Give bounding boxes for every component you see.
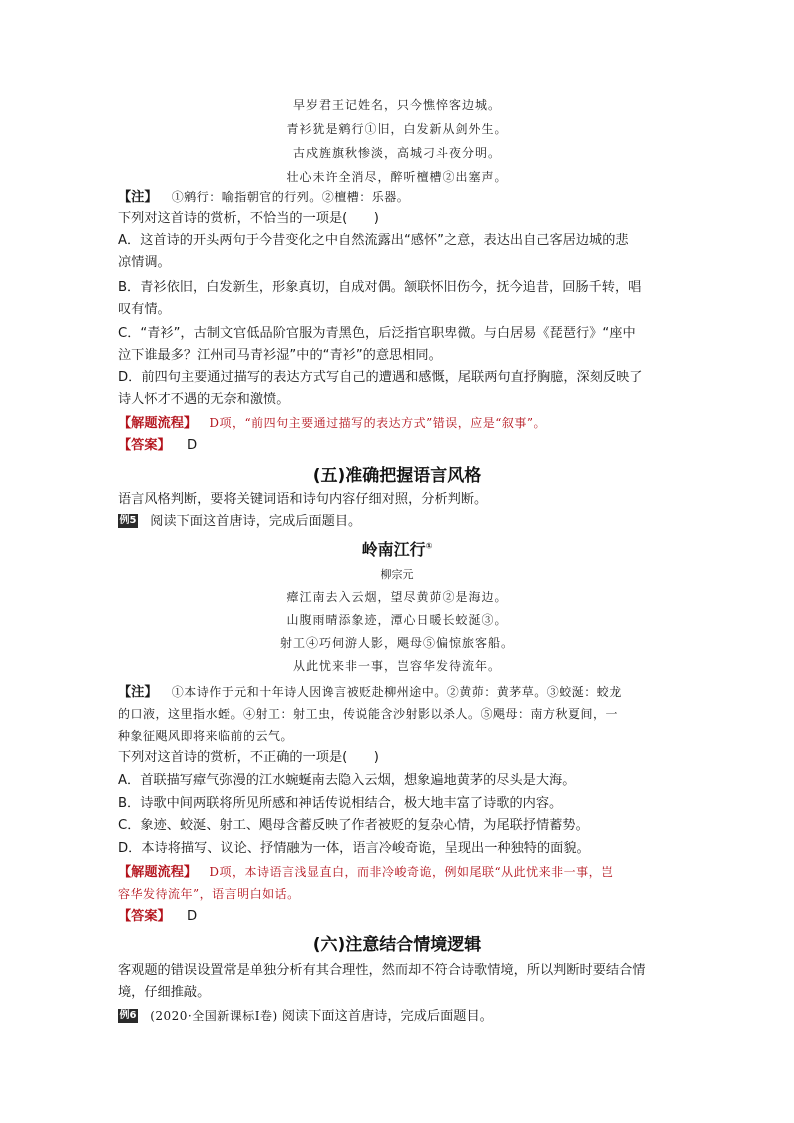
poem2-line-2: 山腹雨晴添象迹，潭心日暖长蛟涎③。 (286, 613, 508, 627)
analysis-text: D项，“前四句主要通过描写的表达方式”错误，应是“叙事”。 (209, 416, 546, 430)
poem2-title-sup: ① (425, 541, 433, 551)
q1-option-d-line2: 诗人怀才不遇的无奈和激愤。 (118, 392, 290, 407)
q1-analysis (118, 412, 678, 435)
answer-label: 【答案】 (118, 909, 171, 924)
q1-option-b-line1: B．青衫依旧，白发新生，形象真切，自成对偶。颔联怀旧伤今，抚今追昔，回肠千转，唱 (118, 280, 642, 295)
poem2-note-line3: 种象征飓风即将来临前的云气。 (118, 729, 294, 743)
note-label: 【注】 (118, 685, 158, 700)
note-text: ①鹓行：喻指朝官的行列。②檀槽：乐器。 (171, 190, 410, 204)
q1-answer (118, 435, 678, 457)
poem1-line-4: 壮心未许全消尽，醉听檀槽②出塞声。 (286, 170, 508, 184)
section5-heading: (五)准确把握语言风格 (312, 466, 482, 486)
section6-intro-line1: 客观题的错误设置常是单独分析有其合理性，然而却不符合诗歌情境，所以判断时要结合情 (118, 963, 646, 978)
example5 (118, 511, 678, 533)
q1-stem: 下列对这首诗的赏析，不恰当的一项是( ) (118, 211, 379, 226)
poem2-line-3: 射工④巧伺游人影，飓母⑤偏惊旅客船。 (279, 636, 514, 650)
q1-option-a-line2: 凉情调。 (118, 255, 171, 270)
poem2-note-line1 (118, 681, 678, 704)
section5-intro: 语言风格判断，要将关键词语和诗句内容仔细对照，分析判断。 (118, 492, 488, 507)
poem2-note-line2: 的口液，这里指水蛭。④射工：射工虫，传说能含沙射影以杀人。⑤飓母：南方秋夏间，一 (118, 707, 619, 721)
example-badge: 例5 (119, 515, 137, 526)
answer-text: D (186, 438, 198, 453)
poem2-line-4: 从此忧来非一事，岂容华发待流年。 (292, 659, 501, 673)
section6-intro-line2: 境，仔细推敲。 (118, 985, 211, 1000)
example-source: (2020·全国新课标Ⅰ卷) (150, 1009, 278, 1023)
q1-option-a-line1: A．这首诗的开头两句于今昔变化之中自然流露出“感怀”之意，表达出自己客居边城的悲 (118, 233, 629, 248)
q2-analysis-line1 (118, 861, 678, 884)
poem1-note (118, 186, 678, 209)
poem1-line-1: 早岁君王记姓名，只今憔悴客边城。 (292, 98, 501, 112)
answer-label: 【答案】 (118, 438, 171, 453)
poem2-title (0, 537, 794, 560)
poem1-line-2: 青衫犹是鹓行①旧，白发新从剑外生。 (286, 122, 508, 136)
q2-analysis-line2: 容华发待流年”，语言明白如话。 (118, 887, 300, 901)
poem1-line-3: 古戍旌旗秋惨淡，高城刁斗夜分明。 (292, 146, 501, 160)
q2-option-b: B．诗歌中间两联将所见所感和神话传说相结合，极大地丰富了诗歌的内容。 (118, 796, 563, 811)
poem2-line-1: 瘴江南去入云烟，望尽黄茆②是海边。 (286, 590, 508, 604)
q2-option-d: D．本诗将描写、议论、抒情融为一体，语言冷峻奇诡，呈现出一种独特的面貌。 (118, 841, 590, 856)
analysis-label: 【解题流程】 (118, 865, 198, 880)
q1-option-b-line2: 叹有情。 (118, 302, 171, 317)
q2-answer (118, 906, 678, 928)
note-text: ①本诗作于元和十年诗人因谗言被贬赴柳州途中。②黄茆：黄茅草。③蛟涎：蛟龙 (171, 685, 622, 699)
note-label: 【注】 (118, 190, 158, 205)
q1-option-d-line1: D．前四句主要通过描写的表达方式写自己的遭遇和感慨，尾联两句直抒胸臆，深刻反映了 (118, 370, 643, 385)
example6 (118, 1005, 678, 1028)
q2-option-a: A．首联描写瘴气弥漫的江水蜿蜒南去隐入云烟，想象遍地黄茅的尽头是大海。 (118, 773, 576, 788)
section6-heading: (六)注意结合情境逻辑 (312, 935, 482, 955)
analysis-text: D项，本诗语言浅显直白，而非冷峻奇诡，例如尾联“从此忧来非一事，岂 (209, 865, 614, 879)
answer-text: D (186, 909, 198, 924)
q1-option-c-line1: C．“青衫”，古制文官低品阶官服为青黑色，后泛指官职卑微。与白居易《琵琶行》“座中 (118, 326, 636, 341)
example-badge: 例6 (119, 1010, 137, 1021)
q1-option-c-line2: 泣下谁最多？江州司马青衫湿”中的“青衫”的意思相同。 (118, 348, 442, 363)
example-text: 阅读下面这首唐诗，完成后面题目。 (150, 514, 362, 529)
poem2-title-text: 岭南江行 (361, 540, 426, 559)
poem2-author: 柳宗元 (380, 568, 414, 581)
example-text: 阅读下面这首唐诗，完成后面题目。 (281, 1009, 493, 1024)
q2-option-c: C．象迹、蛟涎、射工、飓母含蓄反映了作者被贬的复杂心情，为尾联抒情蓄势。 (118, 818, 589, 833)
q2-stem: 下列对这首诗的赏析，不正确的一项是( ) (118, 750, 379, 765)
analysis-label: 【解题流程】 (118, 416, 198, 431)
